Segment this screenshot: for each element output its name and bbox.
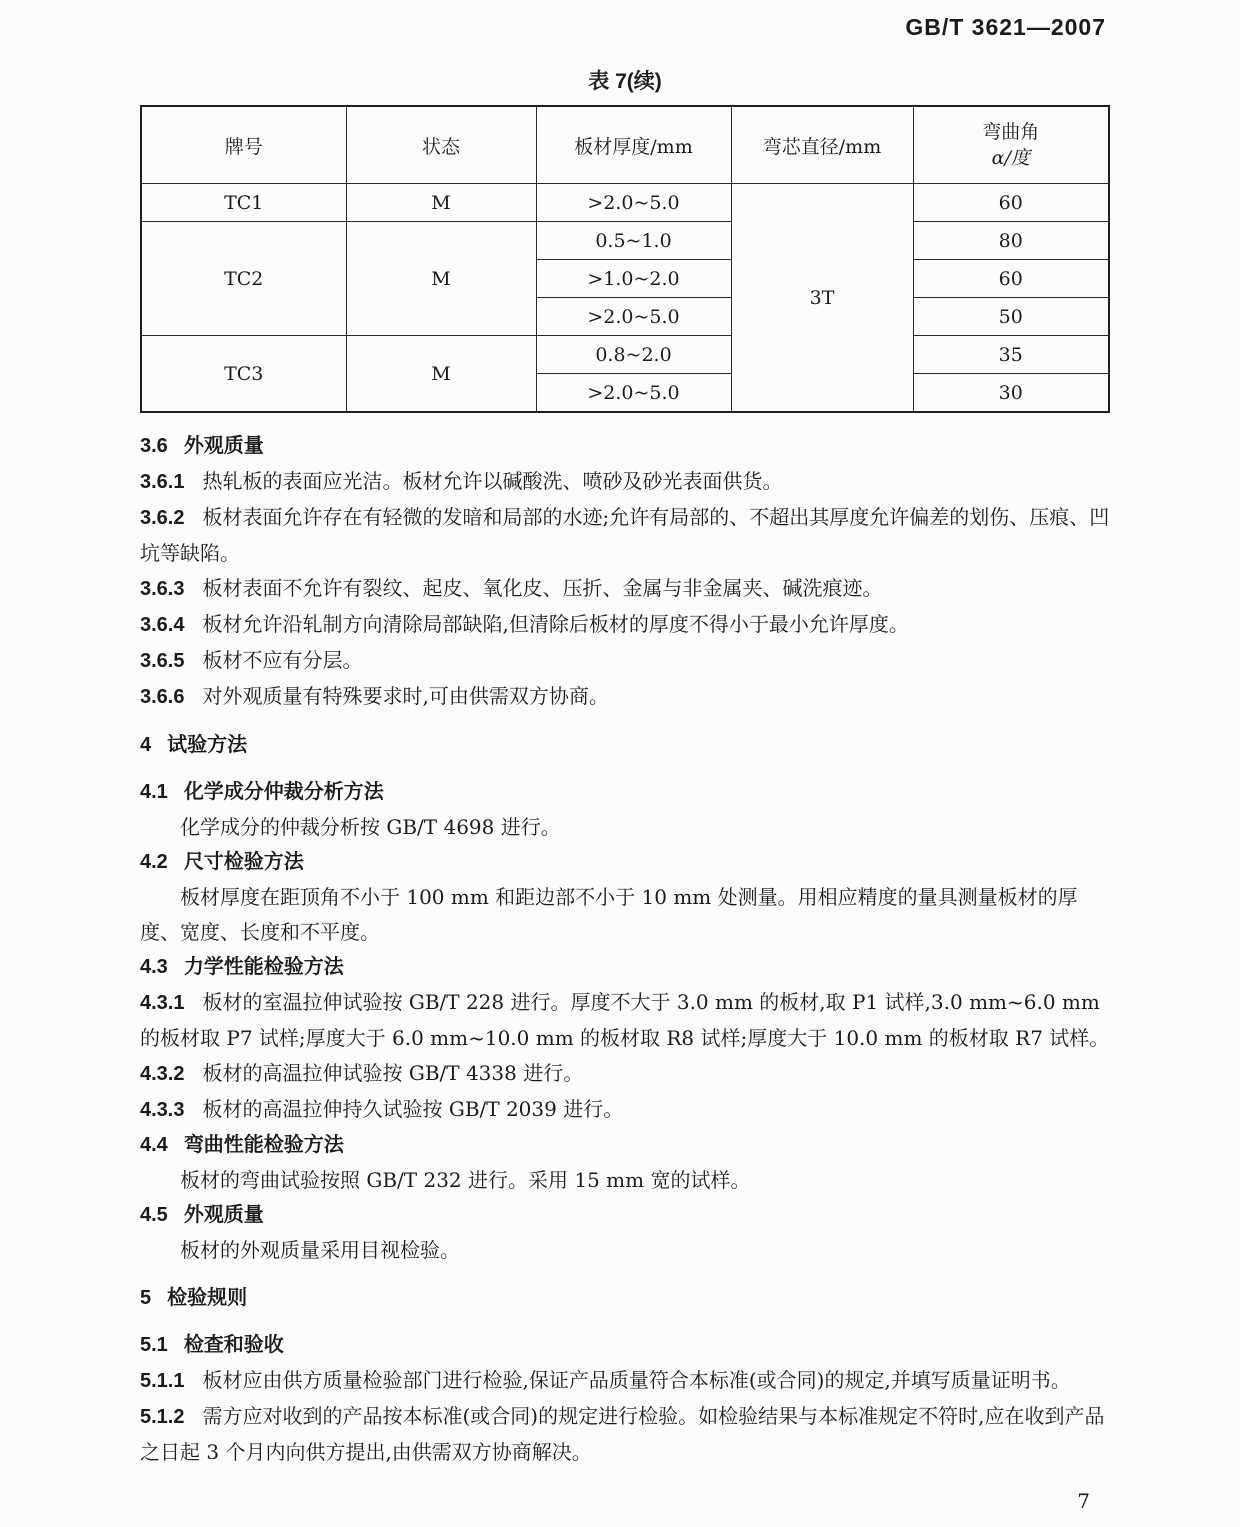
section-heading-4 bbox=[140, 728, 1110, 763]
clause-number: 3.6.3 bbox=[140, 578, 185, 600]
section-heading-5-1 bbox=[140, 1328, 1110, 1363]
clause-text: 板材的室温拉伸试验按 GB/T 228 进行。厚度不大于 3.0 mm 的板材,取 P1 试样,3.0 mm~6.0 mm 的板材取 P7 试样;厚度大于 6.0 mm~10.0 mm 的板材取 R8 试样;厚度大于 10.0 mm 的板材取 R7 试样。 bbox=[140, 990, 1110, 1050]
clause-number: 5.1.2 bbox=[140, 1406, 185, 1428]
clause-number: 3.6 bbox=[140, 435, 168, 457]
table-body bbox=[141, 184, 1109, 413]
standard-code: GB/T 3621—2007 bbox=[905, 14, 1106, 40]
thickness-cell: >2.0~5.0 bbox=[536, 298, 731, 336]
clause-text: 板材允许沿轧制方向清除局部缺陷,但清除后板材的厚度不得小于最小允许厚度。 bbox=[202, 612, 909, 636]
clause-number: 4.3.3 bbox=[140, 1099, 185, 1121]
clause-text: 板材的高温拉伸试验按 GB/T 4338 进行。 bbox=[202, 1061, 584, 1085]
table-title: 表 7(续) bbox=[588, 70, 662, 93]
col-header-grade: 牌号 bbox=[141, 106, 346, 184]
thickness-cell: 0.5~1.0 bbox=[536, 222, 731, 260]
clause-number: 4.5 bbox=[140, 1204, 168, 1226]
state-cell: M bbox=[346, 336, 536, 413]
col-header-thickness: 板材厚度/mm bbox=[536, 106, 731, 184]
section-heading-4-1 bbox=[140, 775, 1110, 810]
bend-angle-symbol: α/度 bbox=[991, 147, 1030, 169]
clause-text: 需方应对收到的产品按本标准(或合同)的规定进行检验。如检验结果与本标准规定不符时,应在收到产品之日起 3 个月内向供方提出,由供需双方协商解决。 bbox=[140, 1404, 1105, 1464]
clause-number: 5.1.1 bbox=[140, 1370, 185, 1392]
clause-number: 4.3 bbox=[140, 956, 168, 978]
clause-text: 板材的高温拉伸持久试验按 GB/T 2039 进行。 bbox=[202, 1097, 624, 1121]
clause-3-6-4 bbox=[140, 607, 1110, 643]
paragraph-4-2: 板材厚度在距顶角不小于 100 mm 和距边部不小于 10 mm 处测量。用相应精度的量具测量板材的厚度、宽度、长度和不平度。 bbox=[140, 885, 1078, 944]
section-heading-4-5 bbox=[140, 1198, 1110, 1233]
state-cell: M bbox=[346, 222, 536, 336]
col-header-state: 状态 bbox=[346, 106, 536, 184]
section-heading-4-2 bbox=[140, 845, 1110, 880]
angle-cell: 60 bbox=[913, 260, 1109, 298]
state-cell: M bbox=[346, 184, 536, 222]
bend-angle-header-stack bbox=[914, 119, 1109, 171]
paragraph-4-4: 板材的弯曲试验按照 GB/T 232 进行。采用 15 mm 宽的试样。 bbox=[180, 1168, 751, 1192]
section-title: 尺寸检验方法 bbox=[183, 851, 304, 873]
clause-text: 对外观质量有特殊要求时,可由供需双方协商。 bbox=[202, 684, 609, 708]
clause-number: 5.1 bbox=[140, 1334, 168, 1356]
clause-text: 板材应由供方质量检验部门进行检验,保证产品质量符合本标准(或合同)的规定,并填写质量证明书。 bbox=[202, 1368, 1071, 1392]
paragraph-4-1: 化学成分的仲裁分析按 GB/T 4698 进行。 bbox=[180, 815, 561, 839]
table-row bbox=[141, 336, 1109, 374]
clause-number: 4.1 bbox=[140, 781, 168, 803]
section-title: 检查和验收 bbox=[183, 1334, 284, 1356]
section-heading-3-6 bbox=[140, 429, 1110, 464]
clause-5-1-2 bbox=[140, 1399, 1110, 1470]
clause-3-6-6 bbox=[140, 679, 1110, 715]
section-title: 外观质量 bbox=[183, 1204, 264, 1226]
clause-3-6-2 bbox=[140, 500, 1110, 571]
header-row bbox=[141, 106, 1109, 184]
bend-test-table bbox=[140, 105, 1110, 413]
clause-3-6-5 bbox=[140, 643, 1110, 679]
angle-cell: 80 bbox=[913, 222, 1109, 260]
grade-cell: TC2 bbox=[141, 222, 346, 336]
col-header-bend-angle bbox=[913, 106, 1109, 184]
clause-5-1-1 bbox=[140, 1363, 1110, 1399]
clause-text: 板材不应有分层。 bbox=[202, 648, 363, 672]
thickness-cell: >2.0~5.0 bbox=[536, 374, 731, 413]
section-heading-4-4 bbox=[140, 1128, 1110, 1163]
table-header bbox=[141, 106, 1109, 184]
clause-4-3-2 bbox=[140, 1056, 1110, 1092]
section-title: 试验方法 bbox=[167, 734, 248, 756]
clause-number: 3.6.1 bbox=[140, 471, 185, 493]
clause-3-6-1 bbox=[140, 464, 1110, 500]
col-header-bend-core-diameter: 弯芯直径/mm bbox=[731, 106, 913, 184]
table-row bbox=[141, 222, 1109, 260]
page-content bbox=[140, 0, 1110, 1470]
section-title: 弯曲性能检验方法 bbox=[183, 1134, 344, 1156]
grade-cell: TC3 bbox=[141, 336, 346, 413]
section-title: 力学性能检验方法 bbox=[183, 956, 344, 978]
page-header bbox=[140, 14, 1110, 41]
thickness-cell: >2.0~5.0 bbox=[536, 184, 731, 222]
bend-core-cell: 3T bbox=[731, 184, 913, 413]
clause-number: 4.4 bbox=[140, 1134, 168, 1156]
clause-number: 3.6.2 bbox=[140, 507, 185, 529]
clause-text: 板材表面不允许有裂纹、起皮、氧化皮、压折、金属与非金属夹、碱洗痕迹。 bbox=[202, 576, 883, 600]
angle-cell: 35 bbox=[913, 336, 1109, 374]
clause-number: 4 bbox=[140, 734, 152, 756]
page-number: 7 bbox=[1077, 1489, 1090, 1513]
grade-cell: TC1 bbox=[141, 184, 346, 222]
clause-number: 5 bbox=[140, 1287, 152, 1309]
section-title: 检验规则 bbox=[167, 1287, 248, 1309]
clause-number: 3.6.5 bbox=[140, 650, 185, 672]
clause-number: 3.6.6 bbox=[140, 686, 185, 708]
section-title: 外观质量 bbox=[183, 435, 264, 457]
clause-text: 热轧板的表面应光洁。板材允许以碱酸洗、喷砂及砂光表面供货。 bbox=[202, 469, 783, 493]
table-row bbox=[141, 184, 1109, 222]
document-body bbox=[140, 429, 1110, 1470]
thickness-cell: 0.8~2.0 bbox=[536, 336, 731, 374]
clause-number: 4.2 bbox=[140, 851, 168, 873]
clause-text: 板材表面允许存在有轻微的发暗和局部的水迹;允许有局部的、不超出其厚度允许偏差的划伤、压痕、凹坑等缺陷。 bbox=[140, 505, 1110, 565]
thickness-cell: >1.0~2.0 bbox=[536, 260, 731, 298]
clause-number: 4.3.1 bbox=[140, 992, 185, 1014]
clause-number: 3.6.4 bbox=[140, 614, 185, 636]
clause-3-6-3 bbox=[140, 571, 1110, 607]
section-heading-5 bbox=[140, 1281, 1110, 1316]
clause-4-3-3 bbox=[140, 1092, 1110, 1128]
angle-cell: 50 bbox=[913, 298, 1109, 336]
clause-number: 4.3.2 bbox=[140, 1063, 185, 1085]
clause-4-3-1 bbox=[140, 985, 1110, 1056]
section-title: 化学成分仲裁分析方法 bbox=[183, 781, 384, 803]
section-heading-4-3 bbox=[140, 950, 1110, 985]
angle-cell: 30 bbox=[913, 374, 1109, 413]
angle-cell: 60 bbox=[913, 184, 1109, 222]
paragraph-4-5: 板材的外观质量采用目视检验。 bbox=[180, 1238, 460, 1262]
bend-angle-label: 弯曲角 bbox=[982, 121, 1040, 143]
